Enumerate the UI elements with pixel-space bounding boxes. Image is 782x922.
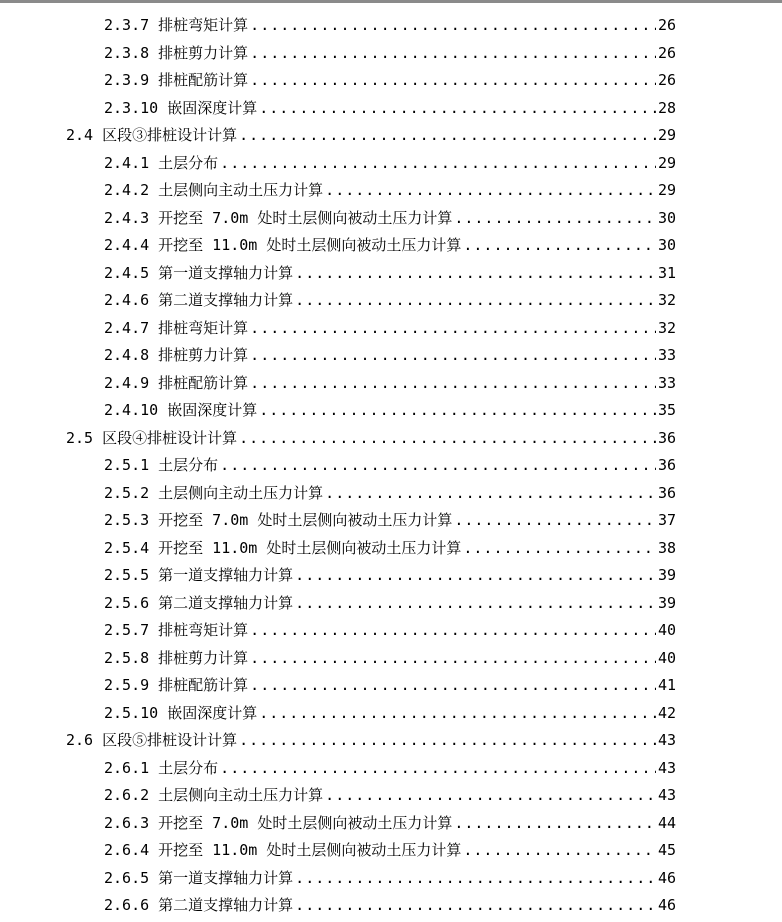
toc-entry[interactable] — [0, 755, 676, 783]
toc-entry-page-number: 39 — [657, 593, 676, 612]
toc-entry-page-number: 41 — [657, 676, 676, 694]
toc-entry-number: 2.3.9 — [104, 71, 150, 89]
toc-entry-number: 2.4.9 — [104, 373, 150, 392]
toc-entry-page-number: 46 — [657, 896, 676, 914]
toc-dot-leader — [295, 287, 656, 315]
toc-dot-leader — [239, 727, 656, 755]
toc-entry-title: 开挖至 11.0m 处时土层侧向被动土压力计算 — [158, 841, 462, 859]
toc-entry-page-number: 26 — [657, 16, 676, 34]
toc-entry-title: 排桩剪力计算 — [158, 648, 249, 667]
toc-entry-number: 2.6.3 — [104, 813, 150, 832]
toc-dot-leader — [325, 177, 656, 205]
toc-entry[interactable] — [0, 507, 676, 535]
toc-entry-page-number: 26 — [657, 71, 676, 89]
toc-entry-page-number: 36 — [657, 428, 676, 447]
toc-dot-leader — [259, 95, 656, 123]
toc-entry-number: 2.4.7 — [104, 318, 150, 337]
toc-entry-title: 第二道支撑轴力计算 — [158, 593, 294, 612]
toc-entry-title: 开挖至 11.0m 处时土层侧向被动土压力计算 — [158, 236, 462, 254]
toc-entry[interactable] — [0, 315, 676, 343]
toc-entry[interactable] — [0, 287, 676, 315]
toc-entry-number: 2.5.1 — [104, 456, 150, 474]
toc-entry[interactable] — [0, 672, 676, 700]
toc-entry-title: 区段③排桩设计计算 — [102, 126, 238, 144]
toc-entry-number: 2.6.2 — [104, 786, 150, 804]
toc-dot-leader — [239, 122, 656, 150]
toc-entry[interactable] — [0, 452, 676, 480]
toc-entry-page-number: 43 — [657, 786, 676, 804]
toc-entry[interactable] — [0, 342, 676, 370]
toc-entry-number: 2.4 — [66, 126, 94, 144]
toc-entry-number: 2.6.6 — [104, 896, 150, 914]
toc-entry-number: 2.6.5 — [104, 868, 150, 887]
toc-dot-leader — [220, 755, 656, 783]
toc-entry-page-number: 46 — [657, 868, 676, 887]
toc-dot-leader — [239, 425, 656, 453]
toc-entry-number: 2.4.5 — [104, 263, 150, 282]
toc-entry-number: 2.5.3 — [104, 511, 150, 529]
toc-entry-number: 2.5.5 — [104, 566, 150, 584]
table-of-contents — [0, 12, 782, 920]
toc-entry-page-number: 32 — [657, 318, 676, 337]
toc-entry-page-number: 26 — [657, 43, 676, 62]
toc-dot-leader — [259, 397, 656, 425]
toc-entry-number: 2.4.2 — [104, 181, 150, 199]
toc-entry-title: 第一道支撑轴力计算 — [158, 566, 294, 584]
toc-dot-leader — [259, 700, 656, 728]
toc-entry[interactable] — [0, 177, 676, 205]
toc-entry-number: 2.5 — [66, 428, 94, 447]
toc-entry[interactable] — [0, 425, 676, 453]
toc-entry-title: 第二道支撑轴力计算 — [158, 291, 294, 309]
toc-entry-title: 嵌固深度计算 — [167, 703, 258, 722]
toc-entry[interactable] — [0, 727, 676, 755]
toc-entry-number: 2.3.7 — [104, 16, 150, 34]
toc-dot-leader — [454, 205, 656, 233]
toc-entry-title: 开挖至 7.0m 处时土层侧向被动土压力计算 — [158, 813, 453, 832]
toc-entry-title: 开挖至 7.0m 处时土层侧向被动土压力计算 — [158, 511, 453, 529]
toc-entry[interactable] — [0, 700, 676, 728]
toc-entry-page-number: 30 — [657, 208, 676, 227]
toc-entry-number: 2.4.10 — [104, 401, 159, 419]
toc-entry-page-number: 35 — [657, 401, 676, 419]
window-top-border — [0, 0, 782, 3]
toc-dot-leader — [454, 507, 656, 535]
toc-entry-title: 嵌固深度计算 — [167, 401, 258, 419]
toc-entry[interactable] — [0, 40, 676, 68]
toc-entry[interactable] — [0, 617, 676, 645]
toc-entry-number: 2.5.4 — [104, 538, 150, 557]
toc-entry[interactable] — [0, 480, 676, 508]
toc-entry-page-number: 45 — [657, 841, 676, 859]
toc-dot-leader — [220, 150, 656, 178]
toc-entry-title: 排桩剪力计算 — [158, 346, 249, 364]
toc-entry-title: 排桩配筋计算 — [158, 373, 249, 392]
toc-entry-title: 第一道支撑轴力计算 — [158, 263, 294, 282]
toc-entry-title: 土层侧向主动土压力计算 — [158, 483, 324, 502]
toc-entry-title: 开挖至 7.0m 处时土层侧向被动土压力计算 — [158, 208, 453, 227]
toc-entry-number: 2.5.2 — [104, 483, 150, 502]
toc-entry[interactable] — [0, 782, 676, 810]
toc-entry-page-number: 31 — [657, 263, 676, 282]
toc-entry-number: 2.4.1 — [104, 153, 150, 172]
toc-entry[interactable] — [0, 535, 676, 563]
toc-entry-title: 排桩弯矩计算 — [158, 318, 249, 337]
toc-entry[interactable] — [0, 810, 676, 838]
toc-entry-page-number: 36 — [657, 456, 676, 474]
toc-entry-number: 2.4.4 — [104, 236, 150, 254]
toc-dot-leader — [325, 480, 656, 508]
toc-dot-leader — [250, 672, 656, 700]
toc-entry-number: 2.6 — [66, 731, 94, 749]
toc-entry-number: 2.5.10 — [104, 703, 159, 722]
toc-entry-page-number: 44 — [657, 813, 676, 832]
toc-entry[interactable] — [0, 95, 676, 123]
toc-entry-page-number: 43 — [657, 731, 676, 749]
toc-entry-title: 嵌固深度计算 — [167, 98, 258, 117]
toc-dot-leader — [250, 370, 656, 398]
toc-entry-title: 土层分布 — [158, 758, 219, 777]
toc-entry-page-number: 33 — [657, 373, 676, 392]
toc-entry-title: 排桩弯矩计算 — [158, 621, 249, 639]
toc-entry-number: 2.6.4 — [104, 841, 150, 859]
toc-entry[interactable] — [0, 892, 676, 920]
toc-dot-leader — [325, 782, 656, 810]
toc-entry-page-number: 40 — [657, 648, 676, 667]
toc-dot-leader — [250, 645, 656, 673]
toc-entry[interactable] — [0, 205, 676, 233]
toc-dot-leader — [295, 590, 656, 618]
toc-entry-number: 2.5.8 — [104, 648, 150, 667]
toc-entry-title: 排桩配筋计算 — [158, 676, 249, 694]
toc-entry[interactable] — [0, 837, 676, 865]
toc-entry-title: 区段④排桩设计计算 — [102, 428, 238, 447]
toc-entry-title: 土层分布 — [158, 153, 219, 172]
toc-entry[interactable] — [0, 397, 676, 425]
toc-entry-number: 2.4.3 — [104, 208, 150, 227]
toc-entry-number: 2.6.1 — [104, 758, 150, 777]
toc-entry-page-number: 29 — [657, 181, 676, 199]
toc-dot-leader — [463, 837, 656, 865]
toc-entry[interactable] — [0, 865, 676, 893]
toc-dot-leader — [463, 232, 656, 260]
toc-entry-page-number: 39 — [657, 566, 676, 584]
toc-dot-leader — [295, 892, 656, 920]
toc-entry-page-number: 36 — [657, 483, 676, 502]
toc-entry[interactable] — [0, 12, 676, 40]
toc-dot-leader — [295, 562, 656, 590]
toc-dot-leader — [220, 452, 656, 480]
toc-dot-leader — [250, 40, 656, 68]
toc-dot-leader — [250, 67, 656, 95]
toc-entry-title: 土层侧向主动土压力计算 — [158, 786, 324, 804]
toc-entry-page-number: 28 — [657, 98, 676, 117]
toc-entry[interactable] — [0, 260, 676, 288]
toc-entry[interactable] — [0, 562, 676, 590]
toc-entry-page-number: 33 — [657, 346, 676, 364]
toc-entry-page-number: 42 — [657, 703, 676, 722]
toc-entry[interactable] — [0, 232, 676, 260]
toc-entry[interactable] — [0, 590, 676, 618]
toc-entry-title: 排桩配筋计算 — [158, 71, 249, 89]
toc-dot-leader — [295, 865, 656, 893]
toc-entry-page-number: 29 — [657, 126, 676, 144]
toc-entry-title: 排桩剪力计算 — [158, 43, 249, 62]
toc-entry-page-number: 29 — [657, 153, 676, 172]
toc-dot-leader — [250, 12, 656, 40]
toc-entry[interactable] — [0, 370, 676, 398]
toc-entry-page-number: 32 — [657, 291, 676, 309]
toc-entry-title: 排桩弯矩计算 — [158, 16, 249, 34]
toc-entry-title: 区段⑤排桩设计计算 — [102, 731, 238, 749]
toc-dot-leader — [250, 315, 656, 343]
toc-entry-title: 第一道支撑轴力计算 — [158, 868, 294, 887]
toc-dot-leader — [295, 260, 656, 288]
toc-entry-number: 2.5.9 — [104, 676, 150, 694]
toc-entry-number: 2.5.6 — [104, 593, 150, 612]
toc-entry-title: 开挖至 11.0m 处时土层侧向被动土压力计算 — [158, 538, 462, 557]
toc-entry-title: 土层侧向主动土压力计算 — [158, 181, 324, 199]
toc-entry-page-number: 30 — [657, 236, 676, 254]
toc-dot-leader — [250, 617, 656, 645]
toc-entry[interactable] — [0, 645, 676, 673]
toc-dot-leader — [454, 810, 656, 838]
toc-dot-leader — [463, 535, 656, 563]
toc-entry-page-number: 37 — [657, 511, 676, 529]
toc-entry-page-number: 43 — [657, 758, 676, 777]
toc-entry-number: 2.3.10 — [104, 98, 159, 117]
toc-entry[interactable] — [0, 150, 676, 178]
toc-entry-number: 2.3.8 — [104, 43, 150, 62]
toc-entry[interactable] — [0, 67, 676, 95]
toc-entry[interactable] — [0, 122, 676, 150]
toc-entry-page-number: 38 — [657, 538, 676, 557]
toc-entry-number: 2.5.7 — [104, 621, 150, 639]
toc-entry-title: 土层分布 — [158, 456, 219, 474]
toc-entry-title: 第二道支撑轴力计算 — [158, 896, 294, 914]
toc-entry-page-number: 40 — [657, 621, 676, 639]
toc-entry-number: 2.4.8 — [104, 346, 150, 364]
toc-entry-number: 2.4.6 — [104, 291, 150, 309]
toc-dot-leader — [250, 342, 656, 370]
